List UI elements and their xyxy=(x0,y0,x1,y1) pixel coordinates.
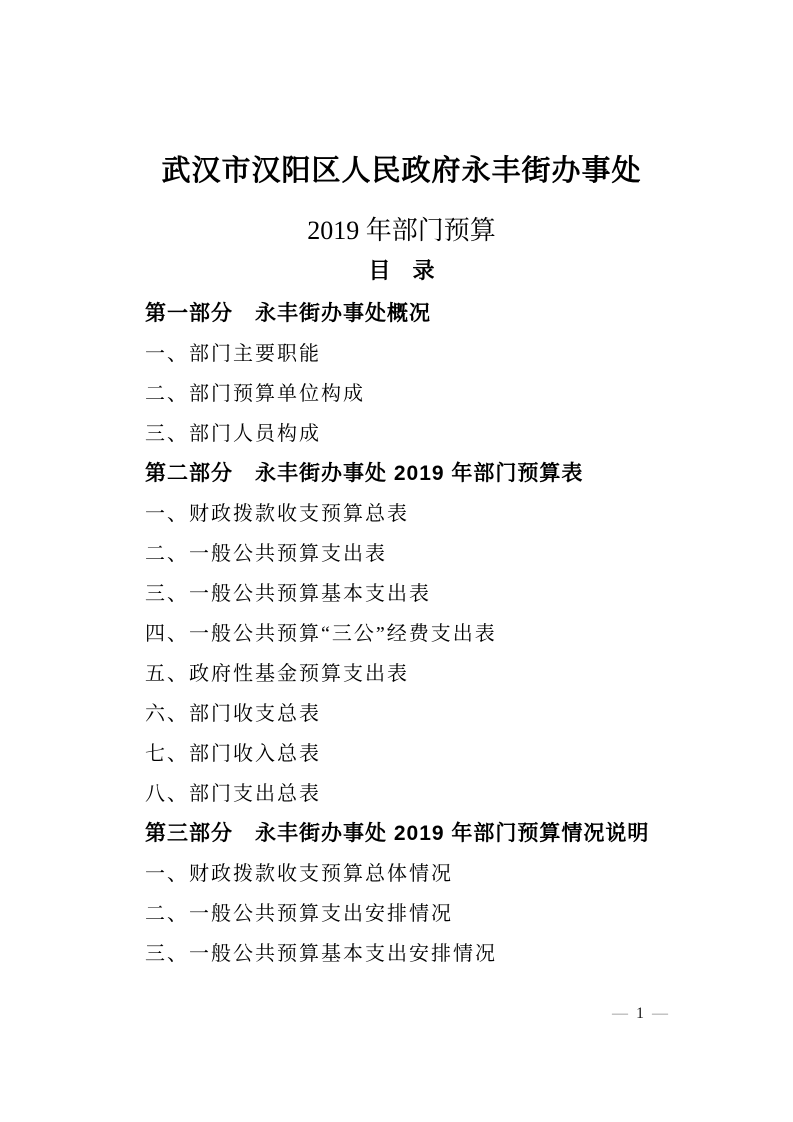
document-subtitle: 2019 年部门预算 xyxy=(307,216,496,245)
toc-item: 七、部门收入总表 xyxy=(145,743,321,765)
toc-item: 六、部门收支总表 xyxy=(145,703,321,725)
toc-item: 二、部门预算单位构成 xyxy=(145,383,365,405)
toc-section-heading: 第一部分 永丰街办事处概况 xyxy=(145,302,431,325)
toc-item: 二、一般公共预算支出表 xyxy=(145,543,387,565)
toc-item: 一、财政拨款收支预算总体情况 xyxy=(145,863,453,885)
toc-item: 一、财政拨款收支预算总表 xyxy=(145,503,409,525)
toc-item: 一、部门主要职能 xyxy=(145,343,321,365)
toc-item: 二、一般公共预算支出安排情况 xyxy=(145,903,453,925)
document-title: 武汉市汉阳区人民政府永丰街办事处 xyxy=(161,155,642,187)
toc-heading: 目 录 xyxy=(368,258,435,283)
page-number xyxy=(595,1004,685,1024)
page-number-dash-right: — xyxy=(652,1005,668,1022)
toc-section-heading: 第三部分 永丰街办事处 2019 年部门预算情况说明 xyxy=(145,822,650,845)
toc-item: 四、一般公共预算“三公”经费支出表 xyxy=(145,623,497,645)
toc-item: 三、一般公共预算基本支出表 xyxy=(145,583,431,605)
toc-item: 三、部门人员构成 xyxy=(145,423,321,445)
toc-item: 三、一般公共预算基本支出安排情况 xyxy=(145,943,497,965)
toc-section-heading: 第二部分 永丰街办事处 2019 年部门预算表 xyxy=(145,462,584,485)
page-number-dash-left: — xyxy=(612,1005,628,1022)
toc-list xyxy=(145,294,705,974)
toc-item: 五、政府性基金预算支出表 xyxy=(145,663,409,685)
page-number-value: 1 xyxy=(636,1005,644,1022)
toc-item: 八、部门支出总表 xyxy=(145,783,321,805)
